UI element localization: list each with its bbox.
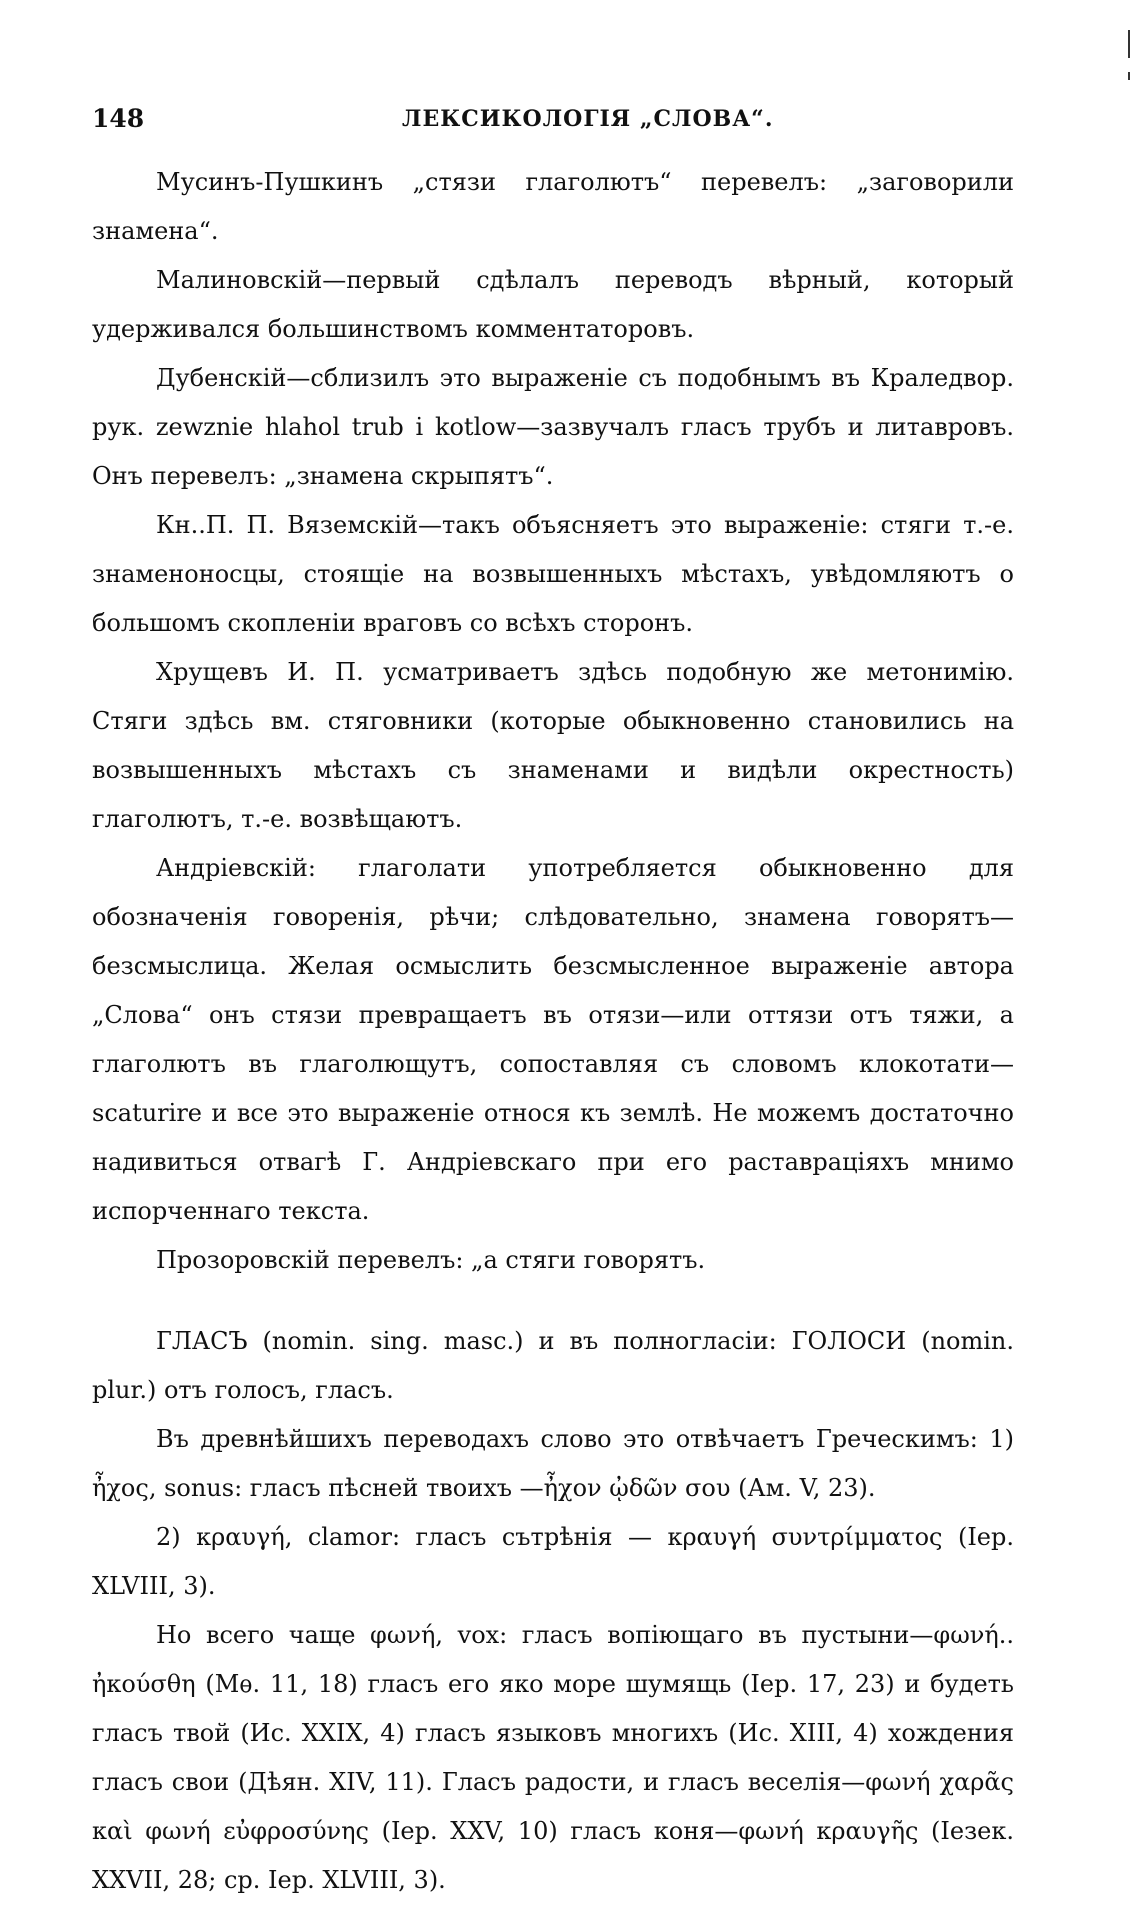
paragraph-malinovsky: Малиновскій—первый сдѣлалъ переводъ вѣрный, который удерживался большинствомъ комментаторовъ. xyxy=(92,266,1014,343)
page-header xyxy=(92,104,1012,144)
paragraph-andrievsky: Андріевскій: глаголати употребляется обыкновенно для обозначенія говоренія, рѣчи; слѣдовательно, знамена говорятъ—безсмыслица. Желая осмыслить безсмысленное выраженіе автора „Слова“ онъ стязи превращаетъ въ отязи—или оттязи отъ тяжи, а глаголютъ въ глаголющутъ, сопоставляя съ словомъ клокотати—scaturire и все это выраженіе относя къ землѣ. Не можемъ достаточно надивиться отвагѣ Г. Андріевскаго при его раставраціяхъ мнимо испорченнаго текста. xyxy=(92,854,1014,1225)
running-title: ЛЕКСИКОЛОГІЯ „СЛОВА“. xyxy=(402,106,774,132)
paragraph-vyazemsky: Кн..П. П. Вяземскій—такъ объясняетъ это выраженіе: стяги т.-е. знаменоносцы, стоящіе на возвышенныхъ мѣстахъ, увѣдомляютъ о большомъ скопленіи враговъ со всѣхъ сторонъ. xyxy=(92,511,1014,637)
page-number: 148 xyxy=(92,104,145,133)
scan-edge-mark xyxy=(1128,30,1130,58)
page-body xyxy=(92,158,1014,1905)
entry-glas-sense-2: 2) κραυγή, clamor: гласъ сътрѣнія — κραυγή συντρίμματος (Iep. XLVIII, 3). xyxy=(92,1523,1014,1600)
paragraph-dubensky: Дубенскій—сблизилъ это выраженіе съ подобнымъ въ Краледвор. рук. zewznie hlahol trub i kotlow—зазвучалъ гласъ трубъ и литавровъ. Онъ перевелъ: „знамена скрыпятъ“. xyxy=(92,364,1014,490)
entry-glas-sense-3: Но всего чаще φωνή, vox: гласъ вопіющаго въ пустыни—φωνή.. ἠκούσθη (Мѳ. 11, 18) гласъ его яко море шумящь (Iep. 17, 23) и будеть гласъ твой (Ис. XXIX, 4) гласъ языковъ многихъ (Ис. XIII, 4) хождения гласъ свои (Дѣян. XIV, 11). Гласъ радости, и гласъ веселія—φωνή χαρᾶς καὶ φωνή εὐφροσύνης (Iep. XXV, 10) гласъ коня—φωνή κραυγῆς (Iезек. XXVII, 28; ср. Iep. XLVIII, 3). xyxy=(92,1621,1014,1894)
paragraph-khrushchev: Хрущевъ И. П. усматриваетъ здѣсь подобную же метонимію. Стяги здѣсь вм. стяговники (которые обыкновенно становились на возвышенныхъ мѣстахъ съ знаменами и видѣли окрестность) глаголютъ, т.-е. возвѣщаютъ. xyxy=(92,658,1014,833)
paragraph-prozorovsky: Прозоровскій перевелъ: „а стяги говорятъ. xyxy=(156,1246,706,1274)
entry-glas-heading: ГЛАСЪ (nomin. sing. masc.) и въ полногласіи: ГОЛОСИ (nomin. plur.) отъ голосъ, гласъ. xyxy=(92,1327,1014,1404)
scan-edge-mark xyxy=(1128,72,1130,80)
entry-glas-sense-1: Въ древнѣйшихъ переводахъ слово это отвѣчаетъ Греческимъ: 1) ἦχος, sonus: гласъ пѣсней твоихъ —ἦχον ᾠδῶν σου (Ам. V, 23). xyxy=(92,1425,1014,1502)
paragraph-musin-pushkin: Мусинъ-Пушкинъ „стязи глаголютъ“ перевелъ: „заговорили знамена“. xyxy=(92,168,1014,245)
